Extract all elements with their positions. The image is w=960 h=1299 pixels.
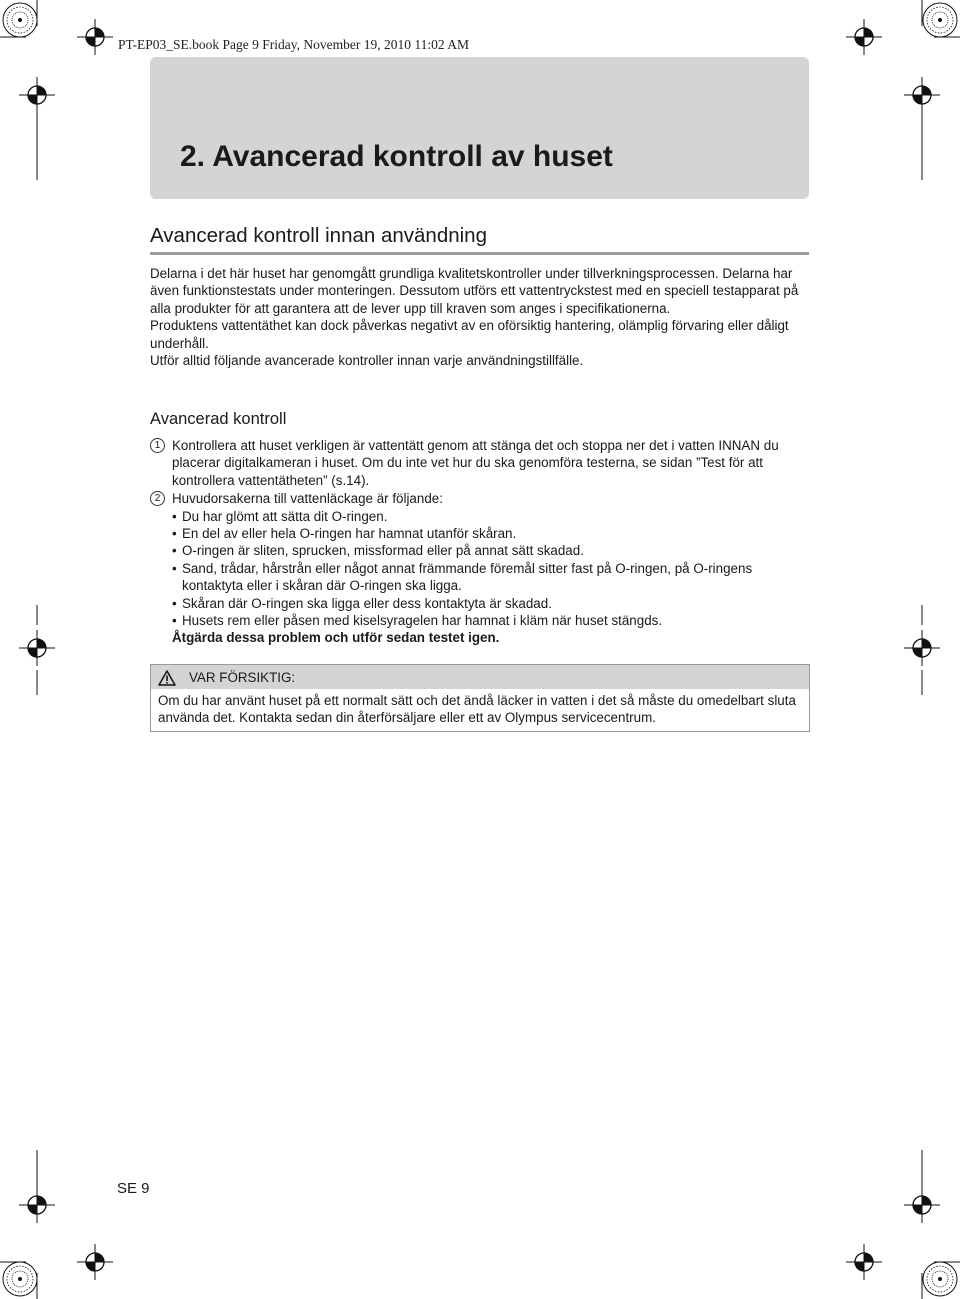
intro-paragraph: Delarna i det här huset har genomgått grundliga kvalitetskontroller under tillverkningsprocessen. Delarna har även funktionstestats under monteringen. Dessutom utförs ett vattentryckstest med en speciell testapparat på alla produkter för att garantera att de lever upp till kraven som anges i specifikationerna. [150,266,799,316]
caution-header [151,665,809,689]
action-note: Åtgärda dessa problem och utför sedan testet igen. [172,630,500,646]
check-text: Kontrollera att huset verkligen är vattentätt genom att stänga det och stoppa ner det i vatten INNAN du placerar digitalkameran i huset. Om du inte vet hur du ska genomföra testerna, se sidan ”Test för att kontrollera vattentätheten” (s.14). [172,438,779,488]
list-item: • Husets rem eller påsen med kiselsyragelen har hamnat i kläm när huset stängds. [172,612,810,629]
page-number: SE 9 [117,1180,150,1197]
list-item: • Du har glömt att sätta dit O-ringen. [172,508,810,525]
caution-label: VAR FÖRSIKTIG: [189,670,296,685]
cause-list [172,508,810,630]
section-divider [150,252,809,255]
intro-paragraph: Produktens vattentäthet kan dock påverkas negativt av en oförsiktig hantering, olämplig förvaring eller dåligt underhåll. [150,318,789,351]
section-title: Avancerad kontroll innan användning [150,224,487,247]
check-text: Huvudorsakerna till vattenläckage är följande: [172,491,443,507]
caution-text: Om du har använt huset på ett normalt sätt och det ändå läcker in vatten i det så måste du omedelbart sluta använda det. Kontakta sedan din återförsäljare eller ett av Olympus servicecentrum. [158,693,796,726]
chapter-title: 2. Avancerad kontroll av huset [180,140,613,173]
check-item [150,437,810,489]
warning-triangle-icon [158,670,176,686]
caution-box [150,664,810,732]
list-item: • O-ringen är sliten, sprucken, missformad eller på annat sätt skadad. [172,542,810,559]
check-list [150,437,810,648]
print-header: PT-EP03_SE.book Page 9 Friday, November 19, 2010 11:02 AM [118,37,469,52]
list-item: • Skåran där O-ringen ska ligga eller dess kontaktyta är skadad. [172,595,810,612]
list-item: • En del av eller hela O-ringen har hamnat utanför skåran. [172,525,810,542]
intro-paragraph: Utför alltid följande avancerade kontroller innan varje användningstillfälle. [150,353,584,369]
sub-title: Avancerad kontroll [150,410,287,428]
chapter-banner [150,57,809,199]
intro-text [150,265,810,369]
step-number-icon: 1 [150,438,165,453]
check-item [150,490,810,647]
step-number-icon: 2 [150,491,165,506]
list-item: • Sand, trådar, hårstrån eller något annat främmande föremål sitter fast på O-ringen, på O-ringens kontaktyta eller i skåran där O-ringen ska ligga. [172,560,810,595]
